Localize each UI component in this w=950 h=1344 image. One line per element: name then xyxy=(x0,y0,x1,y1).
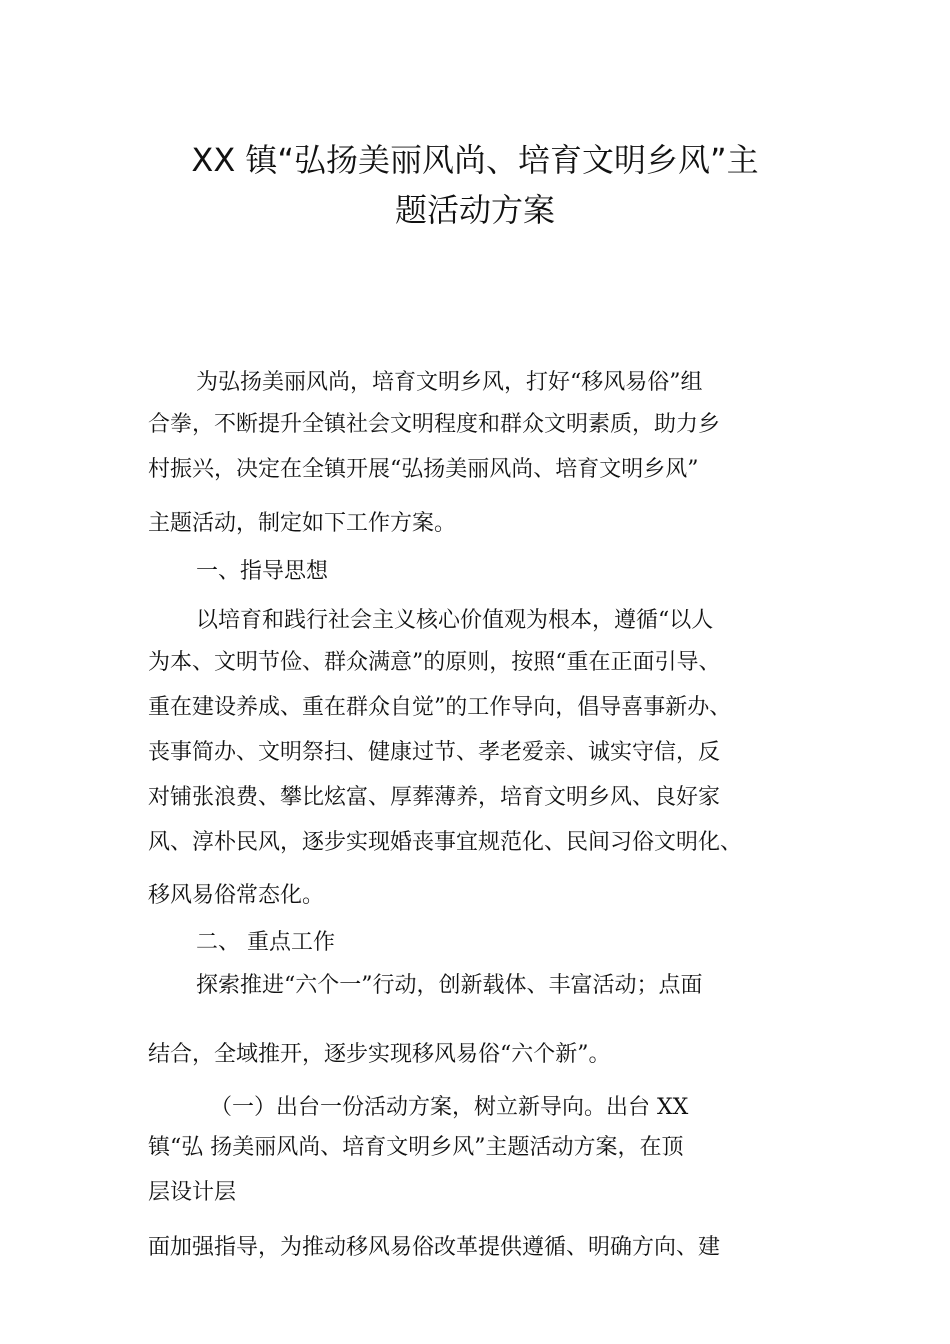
paragraph-line: 主题活动，制定如下工作方案。 xyxy=(148,511,457,536)
paragraph-line: 探索推进“六个一”行动，创新载体、丰富活动；点面 xyxy=(196,973,703,998)
paragraph-line: 村振兴，决定在全镇开展“弘扬美丽风尚、培育文明乡风” xyxy=(148,457,699,482)
paragraph-line: 面加强指导，为推动移风易俗改革提供遵循、明确方向、建 xyxy=(148,1235,721,1260)
paragraph-line: 以培育和践行社会主义核心价值观为根本，遵循“以人 xyxy=(196,608,714,633)
paragraph-line: 合拳，不断提升全镇社会文明程度和群众文明素质，助力乡 xyxy=(148,412,721,437)
document-title-line-2: 题活动方案 xyxy=(394,191,555,229)
paragraph-line: 为弘扬美丽风尚，培育文明乡风，打好“移风易俗”组 xyxy=(196,370,703,395)
section-heading: 二、 重点工作 xyxy=(196,930,335,955)
paragraph-line: 层设计层 xyxy=(148,1180,237,1205)
paragraph-line: （一）出台一份活动方案，树立新导向。出台 XX xyxy=(210,1095,689,1120)
paragraph-line: 移风易俗常态化。 xyxy=(148,883,325,908)
section-heading: 一、指导思想 xyxy=(196,559,329,584)
paragraph-line: 为本、文明节俭、群众满意”的原则，按照“重在正面引导、 xyxy=(148,650,721,675)
paragraph-line: 对铺张浪费、攀比炫富、厚葬薄养，培育文明乡风、良好家 xyxy=(148,785,721,810)
paragraph-line: 重在建设养成、重在群众自觉”的工作导向，倡导喜事新办、 xyxy=(148,695,732,720)
paragraph-line: 镇“弘 扬美丽风尚、培育文明乡风”主题活动方案，在顶 xyxy=(148,1135,684,1160)
document-title-line-1: XX 镇“弘扬美丽风尚、培育文明乡风”主 xyxy=(191,141,759,179)
paragraph-line: 结合，全域推开，逐步实现移风易俗“六个新”。 xyxy=(148,1042,611,1067)
paragraph-line: 风、淳朴民风，逐步实现婚丧事宜规范化、民间习俗文明化、 xyxy=(148,830,743,855)
paragraph-line: 丧事简办、文明祭扫、健康过节、孝老爱亲、诚实守信，反 xyxy=(148,740,721,765)
